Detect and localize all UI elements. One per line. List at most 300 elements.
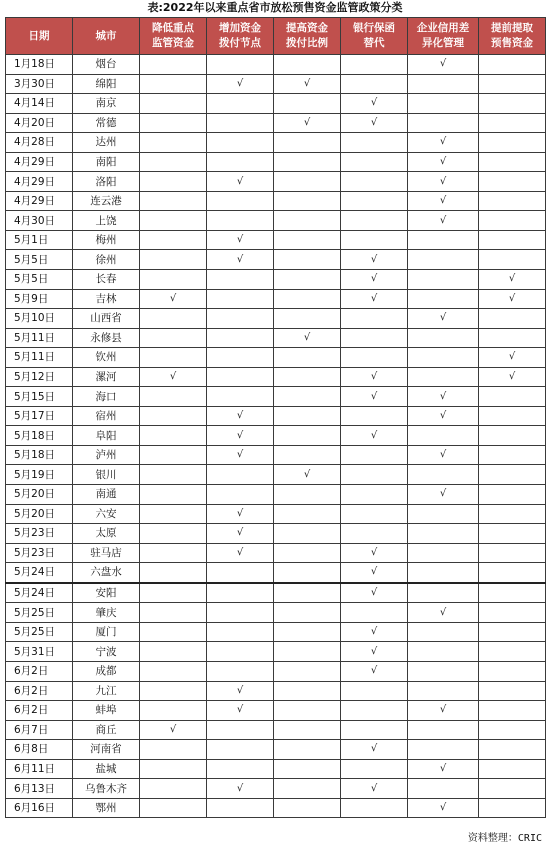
city-cell: 乌鲁木齐 <box>73 779 140 799</box>
city-cell: 泸州 <box>73 445 140 465</box>
empty-cell <box>207 465 274 485</box>
empty-cell <box>274 94 341 114</box>
check-mark-icon: √ <box>207 172 274 192</box>
column-header: 增加资金 拨付节点 <box>207 18 274 55</box>
empty-cell <box>207 152 274 172</box>
empty-cell <box>341 309 408 329</box>
check-mark-icon: √ <box>341 387 408 407</box>
empty-cell <box>479 642 546 662</box>
empty-cell <box>274 133 341 153</box>
empty-cell <box>479 309 546 329</box>
table-row <box>6 759 546 779</box>
empty-cell <box>274 367 341 387</box>
empty-cell <box>207 387 274 407</box>
empty-cell <box>408 250 479 270</box>
check-mark-icon: √ <box>341 779 408 799</box>
empty-cell <box>408 504 479 524</box>
check-mark-icon: √ <box>479 367 546 387</box>
empty-cell <box>140 543 207 563</box>
check-mark-icon: √ <box>341 367 408 387</box>
city-cell: 绵阳 <box>73 74 140 94</box>
table-row <box>6 563 546 583</box>
date-cell: 4月28日 <box>6 133 73 153</box>
table-row <box>6 465 546 485</box>
empty-cell <box>140 759 207 779</box>
empty-cell <box>140 230 207 250</box>
empty-cell <box>140 681 207 701</box>
check-mark-icon: √ <box>479 289 546 309</box>
check-mark-icon: √ <box>341 289 408 309</box>
empty-cell <box>274 622 341 642</box>
city-cell: 安阳 <box>73 583 140 603</box>
date-cell: 4月29日 <box>6 152 73 172</box>
empty-cell <box>140 387 207 407</box>
empty-cell <box>408 367 479 387</box>
empty-cell <box>207 309 274 329</box>
empty-cell <box>341 230 408 250</box>
empty-cell <box>479 191 546 211</box>
city-cell: 成都 <box>73 661 140 681</box>
empty-cell <box>479 152 546 172</box>
empty-cell <box>274 740 341 760</box>
date-cell: 5月10日 <box>6 309 73 329</box>
empty-cell <box>479 681 546 701</box>
empty-cell <box>140 563 207 583</box>
check-mark-icon: √ <box>341 740 408 760</box>
empty-cell <box>274 55 341 75</box>
empty-cell <box>408 465 479 485</box>
date-cell: 5月18日 <box>6 445 73 465</box>
table-row <box>6 367 546 387</box>
empty-cell <box>207 622 274 642</box>
check-mark-icon: √ <box>140 720 207 740</box>
city-cell: 山西省 <box>73 309 140 329</box>
empty-cell <box>274 524 341 544</box>
empty-cell <box>479 504 546 524</box>
date-cell: 6月2日 <box>6 661 73 681</box>
check-mark-icon: √ <box>408 172 479 192</box>
empty-cell <box>140 270 207 290</box>
table-row <box>6 445 546 465</box>
date-cell: 5月15日 <box>6 387 73 407</box>
column-header: 银行保函 替代 <box>341 18 408 55</box>
date-cell: 5月9日 <box>6 289 73 309</box>
empty-cell <box>341 701 408 721</box>
empty-cell <box>274 720 341 740</box>
city-cell: 河南省 <box>73 740 140 760</box>
check-mark-icon: √ <box>408 759 479 779</box>
date-cell: 5月23日 <box>6 543 73 563</box>
check-mark-icon: √ <box>207 681 274 701</box>
empty-cell <box>140 524 207 544</box>
check-mark-icon: √ <box>207 250 274 270</box>
table-row <box>6 642 546 662</box>
check-mark-icon: √ <box>207 543 274 563</box>
check-mark-icon: √ <box>479 270 546 290</box>
date-cell: 5月11日 <box>6 348 73 368</box>
empty-cell <box>274 348 341 368</box>
date-cell: 5月5日 <box>6 250 73 270</box>
empty-cell <box>207 583 274 603</box>
empty-cell <box>408 113 479 133</box>
city-cell: 常德 <box>73 113 140 133</box>
check-mark-icon: √ <box>207 504 274 524</box>
empty-cell <box>479 74 546 94</box>
table-row <box>6 289 546 309</box>
table-row <box>6 485 546 505</box>
empty-cell <box>479 779 546 799</box>
check-mark-icon: √ <box>274 74 341 94</box>
empty-cell <box>341 485 408 505</box>
table-row <box>6 406 546 426</box>
empty-cell <box>140 642 207 662</box>
empty-cell <box>140 250 207 270</box>
column-header: 提前提取 预售资金 <box>479 18 546 55</box>
column-header: 企业信用差 异化管理 <box>408 18 479 55</box>
date-cell: 5月20日 <box>6 504 73 524</box>
empty-cell <box>479 798 546 818</box>
date-cell: 4月14日 <box>6 94 73 114</box>
empty-cell <box>274 681 341 701</box>
city-cell: 九江 <box>73 681 140 701</box>
table-row <box>6 94 546 114</box>
empty-cell <box>408 622 479 642</box>
date-cell: 5月24日 <box>6 563 73 583</box>
empty-cell <box>408 524 479 544</box>
empty-cell <box>140 172 207 192</box>
empty-cell <box>274 172 341 192</box>
empty-cell <box>274 779 341 799</box>
source-note: 资料整理：CRIC <box>467 833 542 844</box>
table-row <box>6 622 546 642</box>
city-cell: 宁波 <box>73 642 140 662</box>
check-mark-icon: √ <box>207 406 274 426</box>
empty-cell <box>140 622 207 642</box>
empty-cell <box>140 309 207 329</box>
table-row <box>6 74 546 94</box>
table-row <box>6 681 546 701</box>
empty-cell <box>274 701 341 721</box>
empty-cell <box>140 603 207 623</box>
empty-cell <box>207 211 274 231</box>
empty-cell <box>479 563 546 583</box>
empty-cell <box>274 270 341 290</box>
check-mark-icon: √ <box>408 152 479 172</box>
city-cell: 梅州 <box>73 230 140 250</box>
city-cell: 钦州 <box>73 348 140 368</box>
policy-table <box>5 17 546 818</box>
empty-cell <box>479 485 546 505</box>
empty-cell <box>207 720 274 740</box>
empty-cell <box>140 426 207 446</box>
empty-cell <box>274 583 341 603</box>
empty-cell <box>408 563 479 583</box>
empty-cell <box>274 798 341 818</box>
city-cell: 南阳 <box>73 152 140 172</box>
empty-cell <box>207 759 274 779</box>
city-cell: 上饶 <box>73 211 140 231</box>
empty-cell <box>408 740 479 760</box>
empty-cell <box>479 55 546 75</box>
empty-cell <box>274 406 341 426</box>
empty-cell <box>140 406 207 426</box>
check-mark-icon: √ <box>207 426 274 446</box>
empty-cell <box>341 504 408 524</box>
empty-cell <box>140 740 207 760</box>
table-row <box>6 740 546 760</box>
empty-cell <box>408 779 479 799</box>
check-mark-icon: √ <box>408 387 479 407</box>
table-row <box>6 270 546 290</box>
table-row <box>6 211 546 231</box>
city-cell: 洛阳 <box>73 172 140 192</box>
empty-cell <box>341 152 408 172</box>
empty-cell <box>140 74 207 94</box>
check-mark-icon: √ <box>341 426 408 446</box>
empty-cell <box>408 583 479 603</box>
empty-cell <box>341 172 408 192</box>
empty-cell <box>479 94 546 114</box>
empty-cell <box>408 74 479 94</box>
empty-cell <box>207 55 274 75</box>
empty-cell <box>479 661 546 681</box>
empty-cell <box>207 603 274 623</box>
empty-cell <box>207 113 274 133</box>
check-mark-icon: √ <box>408 191 479 211</box>
empty-cell <box>140 504 207 524</box>
empty-cell <box>479 759 546 779</box>
date-cell: 5月18日 <box>6 426 73 446</box>
empty-cell <box>479 250 546 270</box>
date-cell: 5月31日 <box>6 642 73 662</box>
check-mark-icon: √ <box>408 55 479 75</box>
check-mark-icon: √ <box>341 113 408 133</box>
empty-cell <box>207 191 274 211</box>
empty-cell <box>408 720 479 740</box>
empty-cell <box>274 485 341 505</box>
empty-cell <box>140 55 207 75</box>
check-mark-icon: √ <box>408 445 479 465</box>
city-cell: 徐州 <box>73 250 140 270</box>
table-row <box>6 172 546 192</box>
table-row <box>6 230 546 250</box>
check-mark-icon: √ <box>408 309 479 329</box>
empty-cell <box>341 191 408 211</box>
empty-cell <box>140 661 207 681</box>
date-cell: 6月13日 <box>6 779 73 799</box>
city-cell: 永修县 <box>73 328 140 348</box>
empty-cell <box>341 720 408 740</box>
empty-cell <box>274 543 341 563</box>
check-mark-icon: √ <box>274 465 341 485</box>
check-mark-icon: √ <box>408 133 479 153</box>
city-cell: 厦门 <box>73 622 140 642</box>
city-cell: 南通 <box>73 485 140 505</box>
empty-cell <box>207 133 274 153</box>
table-row <box>6 191 546 211</box>
empty-cell <box>207 740 274 760</box>
empty-cell <box>207 367 274 387</box>
empty-cell <box>479 701 546 721</box>
empty-cell <box>274 563 341 583</box>
check-mark-icon: √ <box>140 367 207 387</box>
check-mark-icon: √ <box>341 563 408 583</box>
table-row <box>6 348 546 368</box>
empty-cell <box>274 661 341 681</box>
date-cell: 5月19日 <box>6 465 73 485</box>
empty-cell <box>408 94 479 114</box>
date-cell: 1月18日 <box>6 55 73 75</box>
empty-cell <box>207 328 274 348</box>
empty-cell <box>408 543 479 563</box>
check-mark-icon: √ <box>408 406 479 426</box>
check-mark-icon: √ <box>207 74 274 94</box>
empty-cell <box>341 406 408 426</box>
city-cell: 阜阳 <box>73 426 140 446</box>
city-cell: 宿州 <box>73 406 140 426</box>
city-cell: 商丘 <box>73 720 140 740</box>
check-mark-icon: √ <box>207 701 274 721</box>
empty-cell <box>479 583 546 603</box>
empty-cell <box>140 328 207 348</box>
check-mark-icon: √ <box>341 622 408 642</box>
empty-cell <box>274 426 341 446</box>
empty-cell <box>341 798 408 818</box>
city-cell: 六安 <box>73 504 140 524</box>
check-mark-icon: √ <box>274 328 341 348</box>
date-cell: 4月30日 <box>6 211 73 231</box>
city-cell: 盐城 <box>73 759 140 779</box>
table-body <box>6 55 546 818</box>
empty-cell <box>140 191 207 211</box>
city-cell: 长春 <box>73 270 140 290</box>
empty-cell <box>479 387 546 407</box>
check-mark-icon: √ <box>207 230 274 250</box>
empty-cell <box>274 504 341 524</box>
empty-cell <box>140 211 207 231</box>
table-row <box>6 701 546 721</box>
table-row <box>6 779 546 799</box>
table-row <box>6 133 546 153</box>
empty-cell <box>408 348 479 368</box>
empty-cell <box>408 270 479 290</box>
empty-cell <box>140 583 207 603</box>
empty-cell <box>479 133 546 153</box>
city-cell: 达州 <box>73 133 140 153</box>
date-cell: 5月24日 <box>6 583 73 603</box>
empty-cell <box>479 465 546 485</box>
empty-cell <box>274 445 341 465</box>
empty-cell <box>408 230 479 250</box>
city-cell: 蚌埠 <box>73 701 140 721</box>
date-cell: 4月29日 <box>6 172 73 192</box>
date-cell: 5月12日 <box>6 367 73 387</box>
empty-cell <box>341 74 408 94</box>
empty-cell <box>274 289 341 309</box>
empty-cell <box>408 328 479 348</box>
empty-cell <box>207 348 274 368</box>
empty-cell <box>479 426 546 446</box>
table-row <box>6 387 546 407</box>
check-mark-icon: √ <box>140 289 207 309</box>
check-mark-icon: √ <box>408 211 479 231</box>
empty-cell <box>408 681 479 701</box>
empty-cell <box>408 661 479 681</box>
city-cell: 银川 <box>73 465 140 485</box>
empty-cell <box>140 152 207 172</box>
check-mark-icon: √ <box>408 485 479 505</box>
date-cell: 5月1日 <box>6 230 73 250</box>
table-row <box>6 55 546 75</box>
check-mark-icon: √ <box>207 779 274 799</box>
date-cell: 3月30日 <box>6 74 73 94</box>
empty-cell <box>341 603 408 623</box>
column-header: 城市 <box>73 18 140 55</box>
empty-cell <box>479 622 546 642</box>
empty-cell <box>341 55 408 75</box>
date-cell: 4月29日 <box>6 191 73 211</box>
empty-cell <box>274 642 341 662</box>
city-cell: 驻马店 <box>73 543 140 563</box>
empty-cell <box>207 798 274 818</box>
column-header: 提高资金 拨付比例 <box>274 18 341 55</box>
date-cell: 6月2日 <box>6 701 73 721</box>
table-row <box>6 524 546 544</box>
empty-cell <box>341 445 408 465</box>
empty-cell <box>479 211 546 231</box>
city-cell: 太原 <box>73 524 140 544</box>
empty-cell <box>274 759 341 779</box>
empty-cell <box>274 230 341 250</box>
table-row <box>6 583 546 603</box>
city-cell: 肇庆 <box>73 603 140 623</box>
empty-cell <box>207 563 274 583</box>
date-cell: 5月17日 <box>6 406 73 426</box>
empty-cell <box>341 681 408 701</box>
table-row <box>6 720 546 740</box>
city-cell: 海口 <box>73 387 140 407</box>
table-row <box>6 328 546 348</box>
table-row <box>6 309 546 329</box>
date-cell: 5月25日 <box>6 622 73 642</box>
check-mark-icon: √ <box>341 270 408 290</box>
date-cell: 5月23日 <box>6 524 73 544</box>
empty-cell <box>140 348 207 368</box>
table-row <box>6 661 546 681</box>
city-cell: 烟台 <box>73 55 140 75</box>
check-mark-icon: √ <box>207 524 274 544</box>
check-mark-icon: √ <box>341 543 408 563</box>
empty-cell <box>341 759 408 779</box>
empty-cell <box>479 406 546 426</box>
city-cell: 连云港 <box>73 191 140 211</box>
city-cell: 鄂州 <box>73 798 140 818</box>
empty-cell <box>140 445 207 465</box>
table-row <box>6 798 546 818</box>
empty-cell <box>140 485 207 505</box>
date-cell: 5月20日 <box>6 485 73 505</box>
empty-cell <box>140 465 207 485</box>
empty-cell <box>479 524 546 544</box>
empty-cell <box>274 309 341 329</box>
empty-cell <box>207 485 274 505</box>
empty-cell <box>140 779 207 799</box>
table-row <box>6 152 546 172</box>
check-mark-icon: √ <box>341 583 408 603</box>
date-cell: 5月11日 <box>6 328 73 348</box>
date-cell: 6月16日 <box>6 798 73 818</box>
empty-cell <box>479 230 546 250</box>
